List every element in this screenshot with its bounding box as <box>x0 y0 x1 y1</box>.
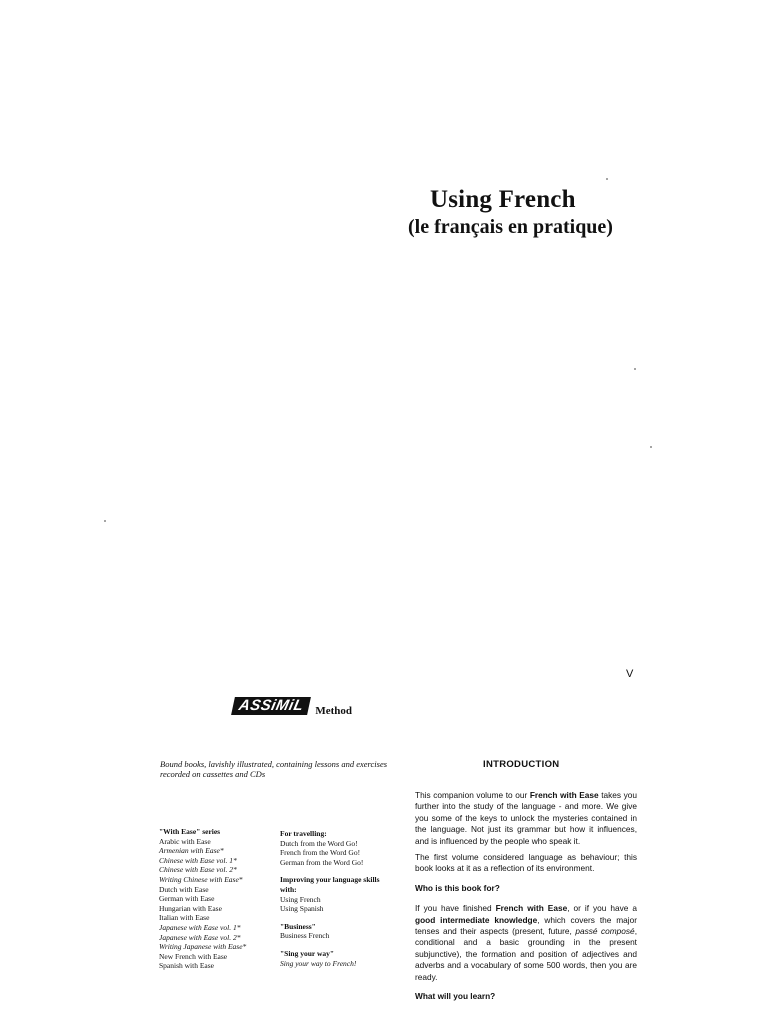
text-run: , which covers the major tenses and their aspects (present, future, <box>415 914 637 937</box>
text-run: takes you further into the study of the language - and more. We give you some of the keys to unlock the mysteries contained in the language. Not just its grammar but how it influences, and is influenced by the people who speak it. <box>415 790 637 846</box>
series-blurb: Bound books, lavishly illustrated, containing lessons and exercises recorded on cassettes and CDs <box>160 759 388 779</box>
series-list-item: Chinese with Ease vol. 2* <box>159 865 237 875</box>
improve-heading: Improving your language skills <box>280 875 380 885</box>
introduction-heading: INTRODUCTION <box>483 759 560 770</box>
series-list-item: Dutch from the Word Go! <box>280 838 358 848</box>
business-heading: "Business" <box>280 921 316 931</box>
text-run-bold: French with Ease <box>529 790 599 800</box>
question-heading-who: Who is this book for? <box>415 882 500 893</box>
improve-heading-2: with: <box>280 884 297 894</box>
travel-heading: For travelling: <box>280 829 327 838</box>
series-list-item: Japanese with Ease vol. 1* <box>159 922 241 932</box>
introduction-body <box>415 790 637 1012</box>
series-list-item: Dutch with Ease <box>159 884 209 894</box>
intro-paragraph-1 <box>415 790 637 847</box>
scan-speck <box>650 446 652 448</box>
text-run: This companion volume to our <box>415 790 530 800</box>
series-list-item: Italian with Ease <box>159 913 210 923</box>
scan-speck <box>606 178 608 180</box>
text-run: If you have finished <box>415 903 496 914</box>
scan-speck <box>634 368 636 370</box>
book-title: Using French <box>430 186 576 213</box>
with-ease-series-list <box>159 827 277 971</box>
scan-speck <box>104 520 106 522</box>
text-run: , conditional and a basic grounding in the present subjunctive), the formation and position of adjectives and adverbs and a vocabulary of some 500 words, then you are ready. <box>415 926 637 982</box>
series-list-item: Chinese with Ease vol. 1* <box>159 855 237 865</box>
series-list-item: Arabic with Ease <box>159 836 211 846</box>
text-run: , or if you have a <box>567 903 637 914</box>
series-list-item: Writing Japanese with Ease* <box>159 942 247 952</box>
text-run-bold: French with Ease <box>495 903 568 914</box>
book-subtitle: (le français en pratique) <box>408 216 613 238</box>
page-number: V <box>626 668 634 680</box>
with-ease-heading: "With Ease" series <box>159 827 221 836</box>
series-list-item: Business French <box>280 931 330 941</box>
text-run-bold: good intermediate knowledge <box>415 914 538 925</box>
assimil-logo <box>233 697 352 715</box>
series-list-item: Sing your way to French! <box>280 958 357 968</box>
text-run-italic: passé composé <box>575 926 635 937</box>
intro-paragraph-2: The first volume considered language as behaviour; this book looks at it as a reflection of its environment. <box>415 852 637 874</box>
intro-paragraph-3 <box>415 903 637 983</box>
series-list-item: Hungarian with Ease <box>159 903 222 913</box>
assimil-logo-word: Method <box>315 705 353 717</box>
series-list-item: Writing Chinese with Ease* <box>159 874 243 884</box>
assimil-logo-mark: ASSiMiL <box>231 697 311 715</box>
question-heading-what: What will you learn? <box>415 991 496 1002</box>
series-list-item: Spanish with Ease <box>159 961 214 971</box>
series-list-item: French from the Word Go! <box>280 848 361 858</box>
series-list-item: Using French <box>280 894 321 904</box>
series-list-item: German from the Word Go! <box>280 857 364 867</box>
series-list-item: New French with Ease <box>159 951 228 961</box>
series-list-item: German with Ease <box>159 894 215 904</box>
series-list-item: Japanese with Ease vol. 2* <box>159 932 241 942</box>
other-series-list <box>280 829 400 968</box>
series-list-item: Armenian with Ease* <box>159 846 224 856</box>
series-list-item: Using Spanish <box>280 904 324 914</box>
sing-heading: "Sing your way" <box>280 948 335 958</box>
